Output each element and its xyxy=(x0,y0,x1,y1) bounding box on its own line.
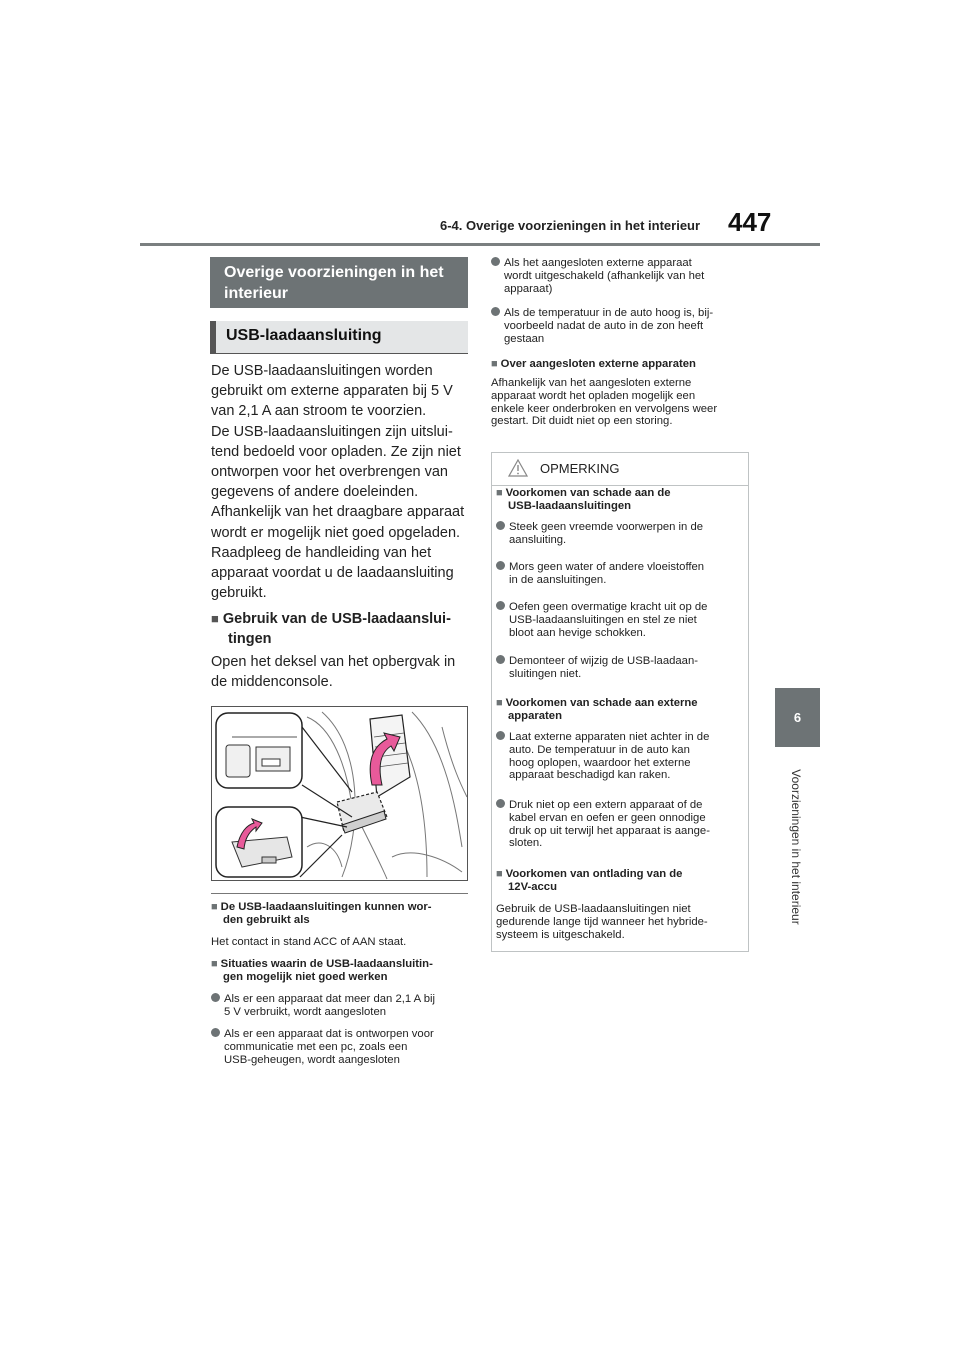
notice-title: OPMERKING xyxy=(540,461,620,476)
text-line: van 2,1 A aan stroom te voorzien. xyxy=(211,403,427,420)
note2-bullet: Als er een apparaat dat is ontworpen voor communicatie met een pc, zoals een USB-geheugen, wordt aangesloten xyxy=(211,1028,473,1066)
text-line: gegevens of andere doeleinden. xyxy=(211,484,419,501)
square-bullet-icon: ■ xyxy=(211,958,218,970)
notice-group1-heading: ■ Voorkomen van schade aan de USB-laadaansluitingen xyxy=(496,487,671,512)
text-line: tend bedoeld voor opladen. Ze zijn niet xyxy=(211,443,461,460)
square-bullet-icon: ■ xyxy=(496,487,503,499)
warning-triangle-icon xyxy=(508,459,528,477)
usage-text: Open het deksel van het opbergvak in de middenconsole. xyxy=(211,654,456,691)
console-illustration xyxy=(211,706,468,881)
square-bullet-icon: ■ xyxy=(496,868,503,880)
chapter-tab: 6 xyxy=(775,688,820,747)
page-number: 447 xyxy=(728,207,772,237)
round-bullet-icon xyxy=(211,993,220,1002)
usage-heading: ■ Gebruik van de USB-laadaanslui- tingen xyxy=(211,611,451,648)
note2-bullet: Als er een apparaat dat meer dan 2,1 A bij 5 V verbruikt, wordt aangesloten xyxy=(211,993,473,1019)
square-bullet-icon: ■ xyxy=(211,901,218,913)
notice-bullet: Demonteer of wijzig de USB-laadaan- sluitingen niet. xyxy=(496,655,746,681)
condition-bullet: Als het aangesloten externe apparaat wordt uitgeschakeld (afhankelijk van het apparaat) xyxy=(491,257,753,295)
square-bullet-icon: ■ xyxy=(211,611,219,626)
square-bullet-icon: ■ xyxy=(496,697,503,709)
round-bullet-icon xyxy=(496,799,505,808)
running-header: 6-4. Overige voorzieningen in het interieur xyxy=(440,218,701,233)
notice-header xyxy=(492,453,748,486)
text-line: De USB-laadaansluitingen zijn uitslui- xyxy=(211,423,453,440)
figure-divider xyxy=(211,893,468,894)
notice-bullet: Druk niet op een extern apparaat of de kabel ervan en oefen er geen onnodige druk op uit terwijl het apparaat is aange- sloten. xyxy=(496,799,746,850)
round-bullet-icon xyxy=(496,731,505,740)
text-line: apparaat voordat u de laadaansluiting xyxy=(211,565,454,582)
round-bullet-icon xyxy=(496,601,505,610)
square-bullet-icon: ■ xyxy=(491,358,498,370)
note1-text: Het contact in stand ACC of AAN staat. xyxy=(211,936,407,948)
console-usb-illustration xyxy=(212,707,467,880)
note1-heading: ■ De USB-laadaansluitingen kunnen wor- den gebruikt als xyxy=(211,901,432,926)
notice-bullet: Mors geen water of andere vloeistoffen in de aansluitingen. xyxy=(496,561,746,587)
round-bullet-icon xyxy=(491,307,500,316)
notice-group3-text: Gebruik de USB-laadaansluitingen niet gedurende lange tijd wanneer het hybride- systeem is uitgeschakeld. xyxy=(496,903,708,941)
about-text: Afhankelijk van het aangesloten externe apparaat wordt het opladen mogelijk een enkele keer onderbroken en vervolgens weer gestart. Dit duidt niet op een storing. xyxy=(491,377,718,428)
text-line: gebruikt. xyxy=(211,585,267,602)
subsection-title: USB-laadaansluiting xyxy=(210,321,468,354)
header-divider xyxy=(140,243,820,246)
round-bullet-icon xyxy=(211,1028,220,1037)
text-line: Afhankelijk van het draagbare apparaat xyxy=(211,504,465,521)
round-bullet-icon xyxy=(491,257,500,266)
notice-group3-heading: ■ Voorkomen van ontlading van de 12V-accu xyxy=(496,868,683,893)
notice-bullet: Laat externe apparaten niet achter in de auto. De temperatuur in de auto kan hoog oplopen, waardoor het externe apparaat beschadigd kan raken. xyxy=(496,731,746,782)
chapter-title: Voorzieningen in het interieur xyxy=(789,769,803,925)
text-line: wordt er mogelijk niet goed opgeladen. xyxy=(211,524,461,541)
notice-bullet: Oefen geen overmatige kracht uit op de USB-laadaansluitingen en stel ze niet bloot aan hevige schokken. xyxy=(496,601,746,639)
text-line: ontworpen voor het overbrengen van xyxy=(211,464,448,481)
text-line: De USB-laadaansluitingen worden xyxy=(211,363,433,379)
chapter-title-vertical xyxy=(770,752,822,942)
about-heading: ■ Over aangesloten externe apparaten xyxy=(491,358,696,370)
section-title: Overige voorzieningen in het interieur xyxy=(210,257,468,308)
notice-group2-heading: ■ Voorkomen van schade aan externe apparaten xyxy=(496,697,698,722)
round-bullet-icon xyxy=(496,655,505,664)
round-bullet-icon xyxy=(496,561,505,570)
text-line: Raadpleeg de handleiding van het xyxy=(211,544,432,561)
intro-paragraph xyxy=(211,361,471,603)
notice-bullet: Steek geen vreemde voorwerpen in de aansluiting. xyxy=(496,521,746,547)
round-bullet-icon xyxy=(496,521,505,530)
condition-bullet: Als de temperatuur in de auto hoog is, bij- voorbeeld nadat de auto in de zon heeft gestaan xyxy=(491,307,753,345)
text-line: gebruikt om externe apparaten bij 5 V xyxy=(211,383,453,400)
note2-heading: ■ Situaties waarin de USB-laadaansluitin- gen mogelijk niet goed werken xyxy=(211,958,433,983)
